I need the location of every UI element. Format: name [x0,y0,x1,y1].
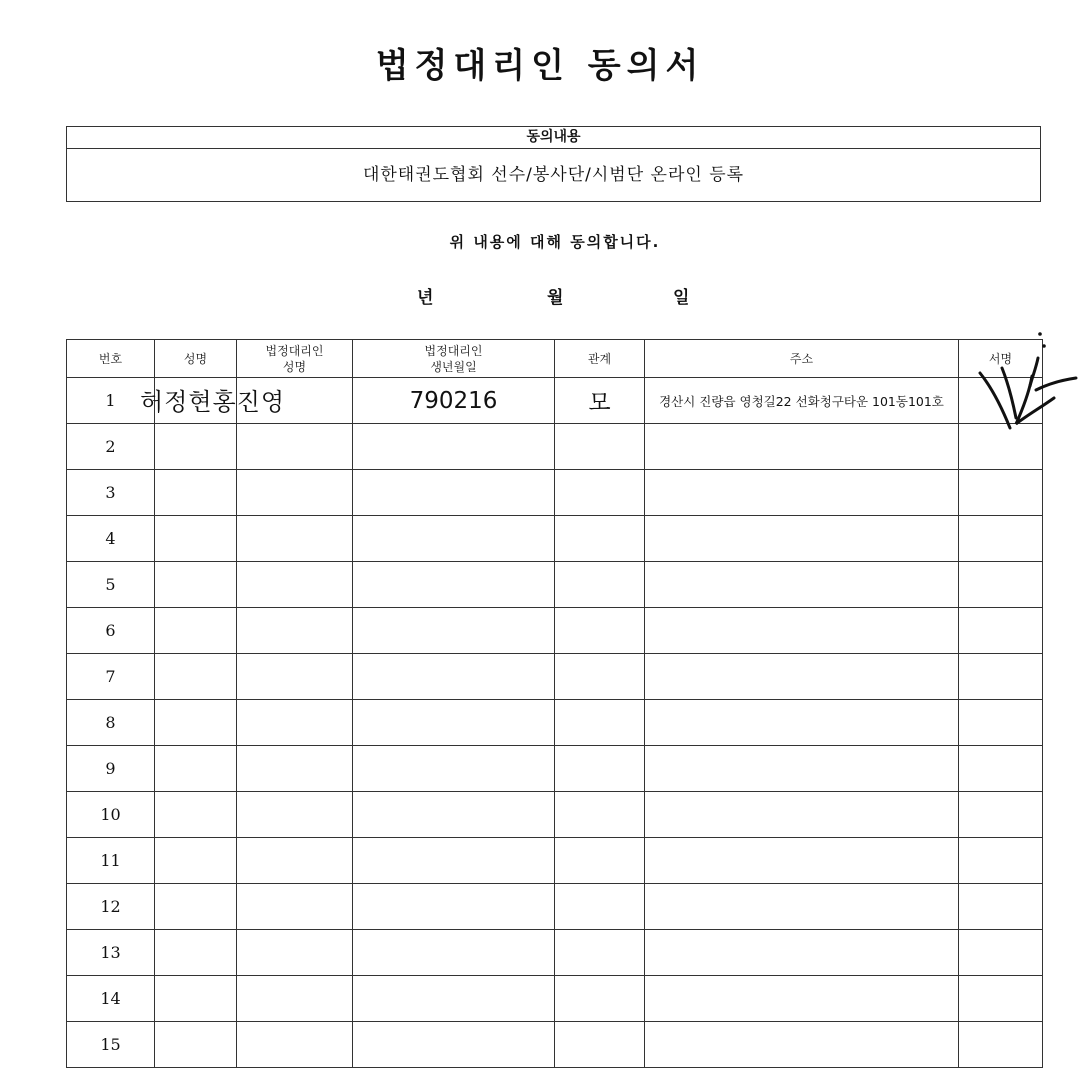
relation-value: 모 [588,390,611,416]
guardian-name-cell [237,746,353,792]
guardian-birth-cell [353,976,555,1022]
consent-box [66,126,1041,202]
address-cell [645,884,959,930]
guardian-birth-cell [353,700,555,746]
date-year-label: 년 [417,288,434,308]
signature-cell [959,516,1043,562]
header-address: 주소 [645,340,959,378]
header-guardian-name [237,340,353,378]
relation-cell [555,654,645,700]
name-cell [155,976,237,1022]
table-row [67,470,1043,516]
row-number: 1 [67,378,155,424]
row-number: 15 [67,1022,155,1068]
table-row [67,930,1043,976]
header-signature: 서명 [959,340,1043,378]
name-cell [155,930,237,976]
signature-cell [959,884,1043,930]
row-number: 14 [67,976,155,1022]
address-cell [645,378,959,424]
relation-cell [555,884,645,930]
guardian-birth-cell [353,884,555,930]
guardian-birth-cell [353,608,555,654]
signature-scribble [972,328,1080,438]
table-row [67,700,1043,746]
relation-cell [555,700,645,746]
guardian-birth-cell [353,654,555,700]
address-cell [645,470,959,516]
guardian-name-cell [237,424,353,470]
guardian-birth-cell [353,470,555,516]
signature-cell [959,930,1043,976]
guardian-name-cell [237,516,353,562]
signature-cell [959,608,1043,654]
row-number: 13 [67,930,155,976]
name-cell [155,470,237,516]
guardian-name-cell [237,884,353,930]
table-row [67,516,1043,562]
table-row [67,562,1043,608]
header-no: 번호 [67,340,155,378]
guardian-name-cell [237,930,353,976]
row-number: 9 [67,746,155,792]
relation-cell [555,746,645,792]
guardian-name-cell [237,976,353,1022]
name-cell [155,516,237,562]
table-row [67,884,1043,930]
relation-cell [555,424,645,470]
guardian-birth-cell [353,746,555,792]
guardian-birth-cell [353,516,555,562]
consent-header: 동의내용 [67,127,1040,149]
guardian-birth-cell [353,930,555,976]
name-cell [155,746,237,792]
header-relation: 관계 [555,340,645,378]
row-number: 3 [67,470,155,516]
guardian-name-cell [237,792,353,838]
name-cell [155,608,237,654]
row-number: 6 [67,608,155,654]
signature-cell [959,792,1043,838]
relation-cell [555,608,645,654]
signature-cell [959,700,1043,746]
table-row [67,608,1043,654]
guardian-birth-cell [353,378,555,424]
signature-cell [959,654,1043,700]
agreement-statement: 위 내용에 대해 동의합니다. [449,233,661,251]
address-value: 경산시 진량읍 영청길22 선화청구타운 101동101호 [659,393,944,409]
address-cell [645,608,959,654]
header-guardian-name-line1: 법정대리인 [265,343,324,358]
header-guardian-birth [353,340,555,378]
address-cell [645,516,959,562]
address-cell [645,700,959,746]
name-cell [155,562,237,608]
table-header-row [67,340,1043,378]
signature-cell [959,562,1043,608]
header-name: 성명 [155,340,237,378]
row-number: 8 [67,700,155,746]
header-guardian-birth-line2: 생년월일 [430,359,477,374]
table-row [67,976,1043,1022]
relation-cell [555,930,645,976]
guardian-birth-value: 790216 [409,387,498,414]
header-guardian-birth-line1: 법정대리인 [424,343,483,358]
address-cell [645,654,959,700]
address-cell [645,1022,959,1068]
name-cell [155,792,237,838]
name-cell [155,654,237,700]
guardian-birth-cell [353,838,555,884]
guardian-name-cell [237,654,353,700]
row-number: 4 [67,516,155,562]
row-number: 5 [67,562,155,608]
guardian-name-cell [237,838,353,884]
row1-names-handwritten: 허정현홍진영 [140,388,286,416]
name-cell [155,424,237,470]
row-number: 7 [67,654,155,700]
guardian-name-cell [237,700,353,746]
guardian-name-cell [237,1022,353,1068]
guardian-birth-cell [353,562,555,608]
relation-cell [555,516,645,562]
document-title: 법정대리인 동의서 [375,46,705,86]
name-cell [155,1022,237,1068]
relation-cell [555,378,645,424]
signature-cell [959,746,1043,792]
guardian-name-cell [237,562,353,608]
guardian-birth-cell [353,424,555,470]
name-cell [155,700,237,746]
address-cell [645,424,959,470]
table-row [67,746,1043,792]
address-cell [645,930,959,976]
guardian-birth-cell [353,792,555,838]
table-row [67,1022,1043,1068]
date-month-label: 월 [547,288,564,308]
table-row [67,424,1043,470]
guardian-name-cell [237,608,353,654]
table-row [67,838,1043,884]
guardian-name-cell [237,470,353,516]
name-cell [155,884,237,930]
relation-cell [555,792,645,838]
name-cell [155,838,237,884]
row-number: 12 [67,884,155,930]
relation-cell [555,562,645,608]
signature-cell [959,470,1043,516]
row-number: 2 [67,424,155,470]
row-number: 11 [67,838,155,884]
row-number: 10 [67,792,155,838]
address-cell [645,562,959,608]
relation-cell [555,1022,645,1068]
signature-cell [959,1022,1043,1068]
signature-cell [959,838,1043,884]
address-cell [645,746,959,792]
address-cell [645,976,959,1022]
relation-cell [555,838,645,884]
relation-cell [555,976,645,1022]
consent-content: 대한태권도협회 선수/봉사단/시범단 온라인 등록 [362,165,745,185]
signature-cell [959,976,1043,1022]
guardian-consent-table [66,339,1043,1068]
address-cell [645,838,959,884]
date-day-label: 일 [673,288,690,308]
relation-cell [555,470,645,516]
table-row [67,654,1043,700]
table-row [67,792,1043,838]
guardian-birth-cell [353,1022,555,1068]
header-guardian-name-line2: 성명 [282,359,307,374]
address-cell [645,792,959,838]
